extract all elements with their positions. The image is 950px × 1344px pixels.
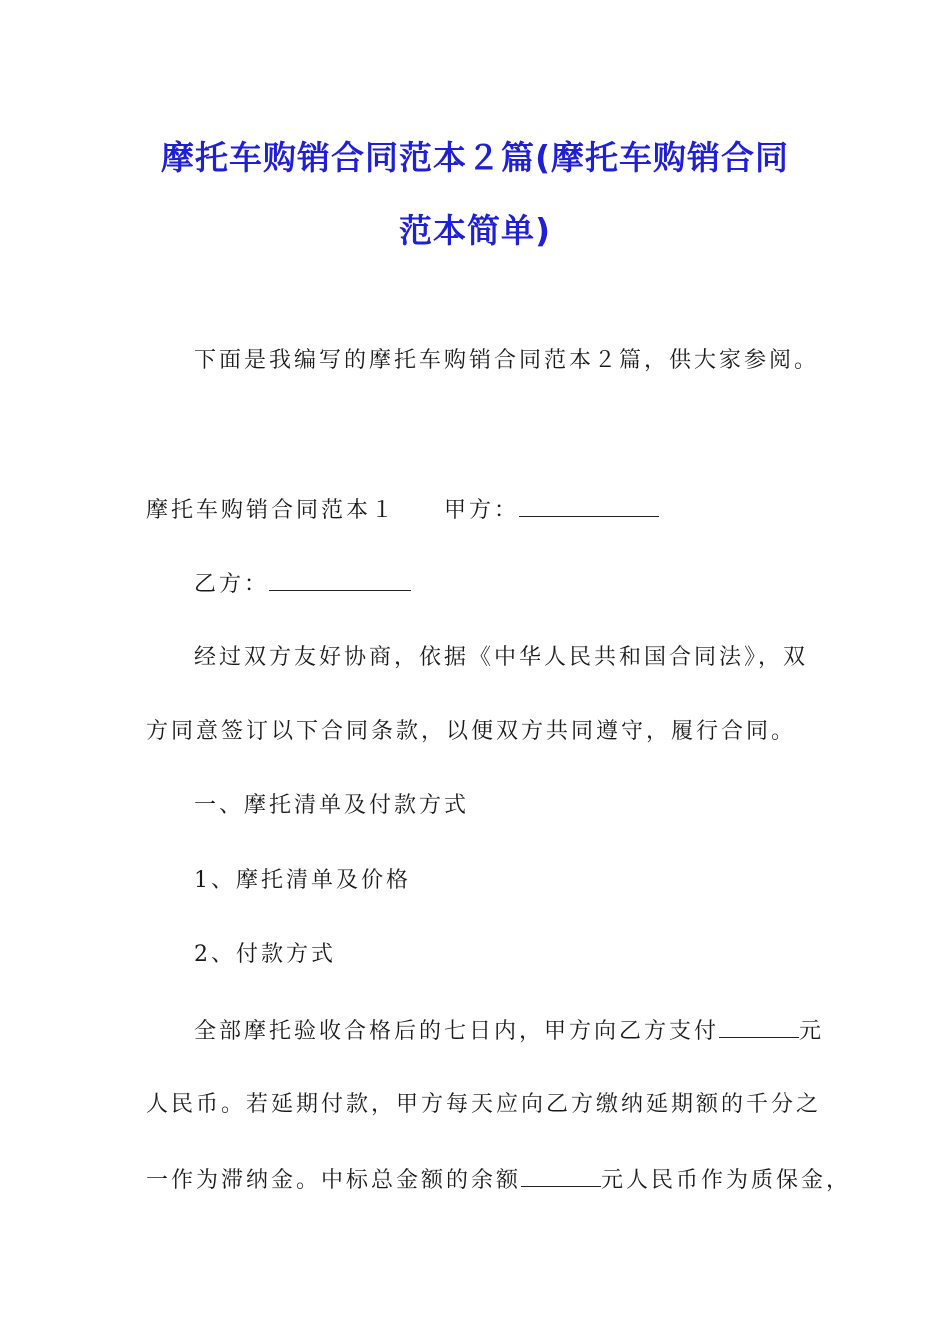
paragraph-2-line-1-unit: 元 [799, 1019, 825, 1044]
party-b-label: 乙方： [194, 572, 270, 597]
paragraph-1-line-1: 经过双方友好协商，依据《中华人民共和国合同法》，双 [194, 645, 809, 670]
paragraph-2-line-3-text: 一作为滞纳金。中标总金额的余额 [146, 1168, 522, 1193]
clause-1-2: 2、付款方式 [194, 942, 336, 967]
section-heading: 摩托车购销合同范本１ [146, 498, 397, 523]
party-a-blank [519, 494, 659, 517]
deposit-amount-blank [521, 1164, 601, 1187]
document-title-line-2: 范本简单) [398, 211, 552, 250]
paragraph-2-line-1 [194, 1015, 824, 1047]
paragraph-2-line-2: 人民币。若延期付款，甲方每天应向乙方缴纳延期额的千分之 [146, 1092, 822, 1117]
paragraph-2-line-3 [146, 1164, 851, 1196]
paragraph-2-line-3-tail: 元人民币作为质保金， [601, 1168, 852, 1193]
intro-paragraph: 下面是我编写的摩托车购销合同范本２篇，供大家参阅。 [194, 348, 820, 373]
party-a-label: 甲方： [444, 498, 520, 523]
payment-amount-blank [719, 1015, 799, 1038]
paragraph-1-line-2: 方同意签订以下合同条款，以便双方共同遵守，履行合同。 [146, 719, 797, 744]
document-title-line-1: 摩托车购销合同范本２篇(摩托车购销合同 [160, 138, 790, 177]
clause-1-1: 1、摩托清单及价格 [194, 868, 411, 893]
party-b-blank [269, 568, 411, 591]
clause-1-heading: 一、摩托清单及付款方式 [194, 793, 470, 818]
paragraph-2-line-1-text: 全部摩托验收合格后的七日内，甲方向乙方支付 [194, 1019, 720, 1044]
party-a-row [146, 494, 659, 526]
party-b-row [194, 568, 411, 600]
